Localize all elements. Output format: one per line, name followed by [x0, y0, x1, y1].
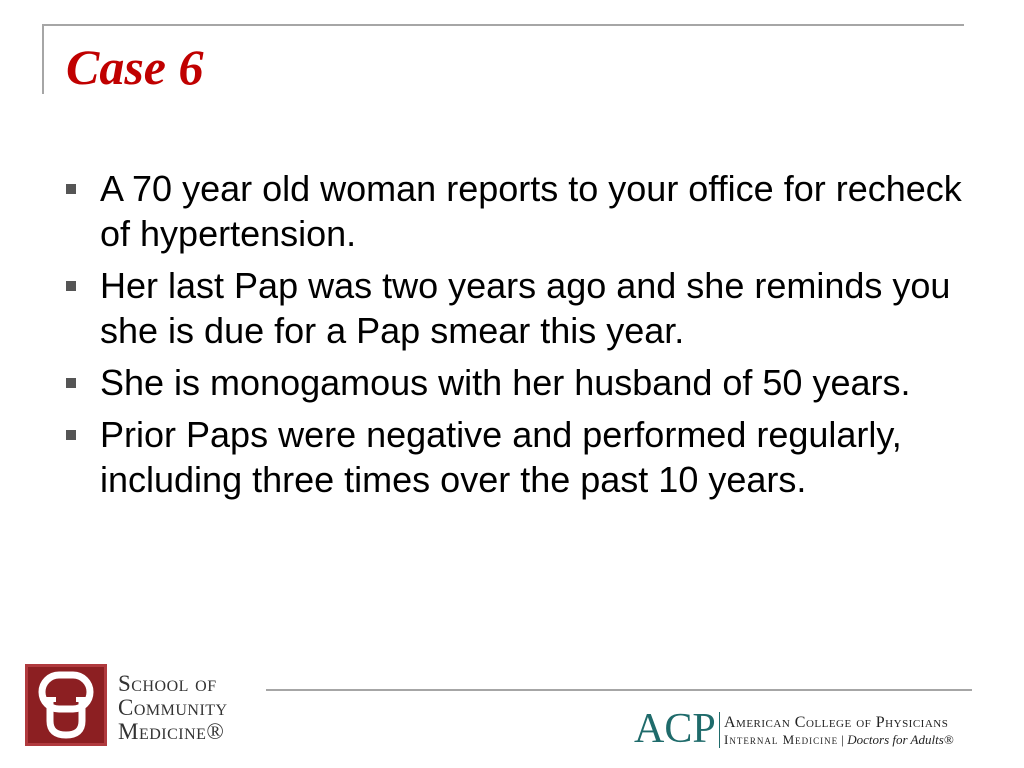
acp-organization-name: American College of Physicians: [724, 714, 949, 731]
bullet-list: [66, 166, 976, 509]
ou-logo-icon: [25, 664, 107, 746]
square-bullet-icon: [66, 281, 76, 291]
acp-logo-mark: ACP: [634, 706, 716, 752]
acp-tagline-internal-medicine: Internal Medicine: [724, 732, 839, 747]
footer-rule: [266, 689, 972, 691]
acp-tagline-separator: |: [841, 732, 844, 747]
school-line-1: School of: [118, 671, 217, 696]
bullet-text: A 70 year old woman reports to your office for recheck of hypertension.: [100, 168, 962, 254]
bullet-item: [66, 166, 976, 256]
slide-title: Case 6: [66, 39, 204, 95]
bullet-item: [66, 412, 976, 502]
square-bullet-icon: [66, 184, 76, 194]
square-bullet-icon: [66, 430, 76, 440]
square-bullet-icon: [66, 378, 76, 388]
bullet-text: Prior Paps were negative and performed regularly, including three times over the past 10 years.: [100, 414, 902, 500]
school-line-2: Community: [118, 695, 228, 720]
school-line-3: Medicine®: [118, 719, 225, 744]
bullet-text: She is monogamous with her husband of 50 years.: [100, 362, 911, 403]
bullet-text: Her last Pap was two years ago and she reminds you she is due for a Pap smear this year.: [100, 265, 951, 351]
frame-top-line: [42, 24, 964, 26]
bullet-item: [66, 263, 976, 353]
school-of-community-medicine-logo: [118, 672, 228, 744]
frame-left-line: [42, 24, 44, 94]
acp-divider: [719, 712, 720, 748]
acp-tagline-doctors-for-adults: Doctors for Adults®: [847, 732, 954, 747]
acp-tagline: [724, 732, 954, 748]
bullet-item: [66, 360, 976, 405]
